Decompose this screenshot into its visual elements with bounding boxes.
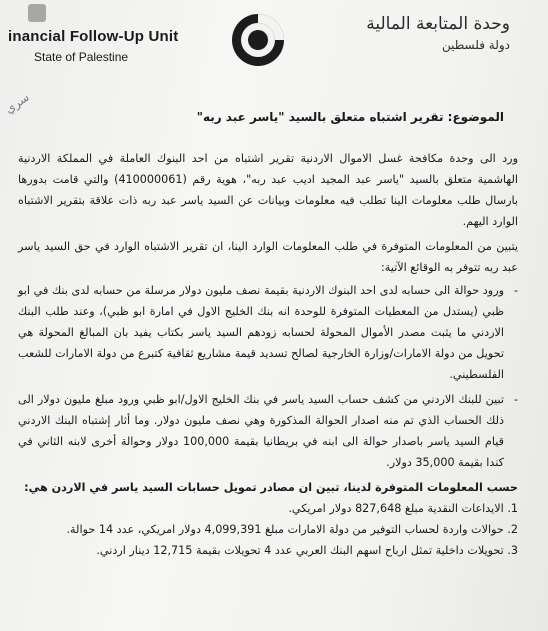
intro-paragraph: ورد الى وحدة مكافحة غسل الاموال الاردنية تقرير اشتباه من احد البنوك العاملة في المملكة الاردنية الهاشمية متعلق بالسيد "ياسر عبد المجيد اديب عبد ربه"، هوية رقم (410000061) والتي قامت بدورها بارسال طلب معلومات الينا تطلب فيه معلومات وبيانات عن السيد ياسر عبد ربه ذات علاقة بتقرير الاشتباه الوارد اليهم.: [18, 152, 518, 228]
org-name-ar: وحدة المتابعة المالية: [366, 14, 510, 34]
facts-paragraph: يتبين من المعلومات المتوفرة في طلب المعلومات الوارد الينا، ان تقرير الاشتباه الوارد في حق السيد ياسر عبد ربه تتوفر به الوقائع الآتية:: [18, 240, 518, 274]
handwritten-note: سري: [2, 89, 32, 117]
scan-artifact: [28, 4, 46, 22]
bullet-transfer-text: ورود حوالة الى حسابه لدى احد البنوك الاردنية بقيمة نصف مليون دولار مرسلة من حسابه لدى بنك في ابو ظبي (يستدل من المعطيات المتوفرة للوحدة انه بنك الخليج الاول في امارة ابو ظبي)، وعند طلب البنك الاردني ما يثبت مصدر الأموال المحولة لحسابه زودهم السيد ياسر بكتاب يفيد بان المبالغ المحولة هي تحويل من دولة الامارات/وزارة الخارجية لصالح تسديد قيمة مشاريع ثقافية كتبرع من دولة الامارات للشعب الفلسطيني.: [18, 284, 504, 381]
funding-sources-title: حسب المعلومات المتوفرة لدينا، تبين ان مصادر تمويل حسابات السيد ياسر في الاردن هي:: [24, 481, 518, 494]
funding-item-2: 2. حوالات واردة لحساب التوفير من دولة الامارات مبلغ 4,099,391 دولار امريكي، عدد 14 حوالة.: [66, 523, 518, 536]
state-name-en: State of Palestine: [34, 50, 129, 64]
bullet-statement-text: تبين للبنك الاردني من كشف حساب السيد ياسر في بنك الخليج الاول/ابو ظبي ورود مبلغ مليون دولار الى ذلك الحساب الذي تم منه اصدار الحوالة المذكورة وهي نصف مليون دولار. وما أثار إشتباه البنك الاردني قيام السيد ياسر باصدار حوالة الى ابنه في بريطانيا بقيمة 100,000 دولار وحوالة أخرى لابنه الثاني في كندا بقيمة 35,000 دولار.: [18, 393, 504, 469]
bullet-dash: -: [513, 284, 518, 297]
bullet-transfer: [18, 280, 518, 385]
funding-item-1: 1. الايداعات النقدية مبلغ 827,648 دولار امريكي.: [288, 502, 518, 515]
subject-line: الموضوع: تقرير اشتباه متعلق بالسيد "ياسر عبد ربه": [196, 110, 504, 124]
header-arabic: [330, 14, 510, 52]
funding-item-3: 3. تحويلات داخلية تمثل ارباح اسهم البنك العربي عدد 4 تحويلات بقيمة 12,715 دينار اردني.: [96, 544, 518, 557]
org-name-en: inancial Follow-Up Unit: [8, 28, 179, 45]
unit-logo-icon: [230, 12, 286, 68]
bullet-statement: [18, 389, 518, 473]
state-name-ar: دولة فلسطين: [441, 38, 510, 52]
header-english: [8, 28, 218, 64]
letter-body: [18, 148, 518, 561]
bullet-dash: -: [513, 393, 518, 406]
